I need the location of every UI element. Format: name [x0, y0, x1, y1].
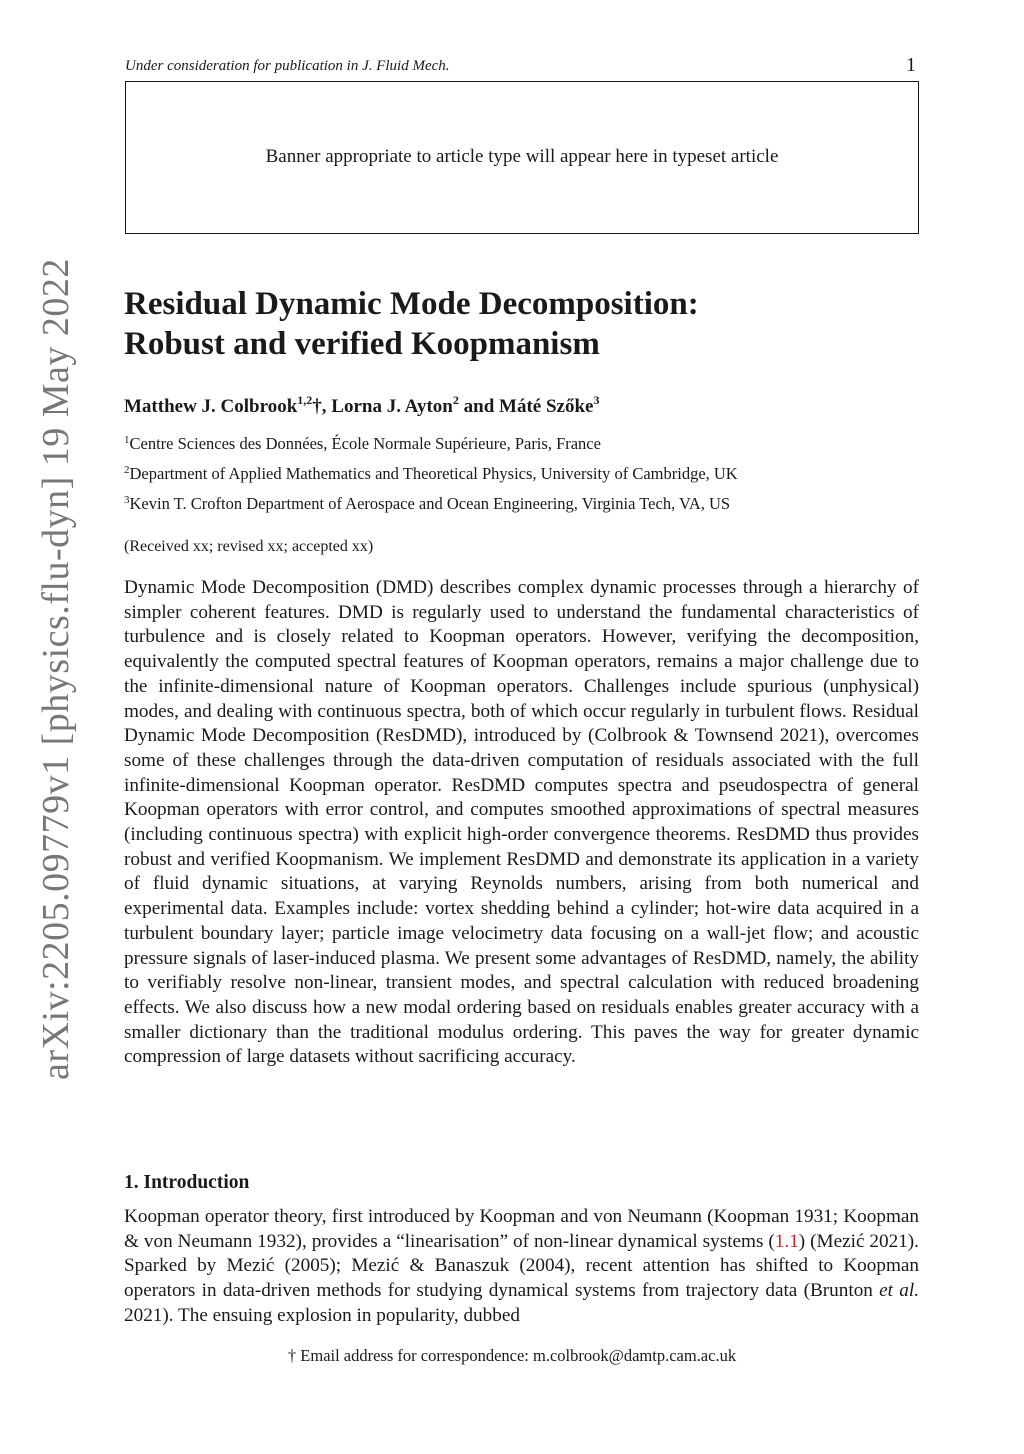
author-name: Máté Szőke: [499, 396, 594, 417]
page-number: 1: [906, 54, 916, 76]
author-name: Matthew J. Colbrook: [124, 396, 298, 417]
paper-title: [124, 284, 699, 364]
arxiv-identifier-stamp: arXiv:2205.09779v1 [physics.flu-dyn] 19 May 2022: [35, 258, 77, 1080]
affiliation-mark: 2: [124, 464, 130, 476]
equation-reference-link[interactable]: 1.1: [774, 1230, 799, 1252]
affiliation-mark: 3: [124, 494, 130, 506]
affiliation-text: Kevin T. Crofton Department of Aerospace and Ocean Engineering, Virginia Tech, VA, US: [129, 494, 731, 513]
author-separator: †,: [312, 396, 332, 417]
section-heading-introduction: 1. Introduction: [124, 1172, 250, 1193]
intro-text: ) (Mezić 2021). Sparked by Mezić (2005); Mezić & Banaszuk (2004), recent attention has shifted to Koopman operators in data-driven methods for studying dynamical systems from trajectory data (Brunton: [124, 1230, 919, 1302]
banner-text: Banner appropriate to article type will appear here in typeset article: [265, 146, 779, 167]
author-separator: and: [458, 396, 500, 417]
author-affiliation-mark: 2: [452, 393, 459, 407]
author-list: [124, 393, 600, 418]
affiliation: [124, 494, 730, 514]
intro-text: Koopman operator theory, first introduced by Koopman and von Neumann (Koopman 1931; Koopman & von Neumann 1932), provides a “linearisation” of non-linear dynamical systems (: [124, 1206, 919, 1252]
title-line-2: Robust and verified Koopmanism: [124, 326, 600, 362]
affiliation-mark: 1: [124, 434, 130, 446]
received-dates: (Received xx; revised xx; accepted xx): [124, 538, 374, 555]
title-line-1: Residual Dynamic Mode Decomposition:: [124, 286, 699, 322]
correspondence-footnote: † Email address for correspondence: m.colbrook@damtp.cam.ac.uk: [287, 1346, 737, 1365]
author-affiliation-mark: 3: [593, 393, 600, 407]
author-name: Lorna J. Ayton: [331, 396, 453, 417]
intro-text: 2021). The ensuing explosion in popularity, dubbed: [124, 1304, 520, 1326]
introduction-paragraph: [124, 1205, 919, 1329]
affiliation-text: Department of Applied Mathematics and Theoretical Physics, University of Cambridge, UK: [129, 464, 738, 483]
affiliation: [124, 464, 738, 484]
author-affiliation-mark: 1,2: [297, 393, 313, 407]
intro-text-italic: et al.: [879, 1280, 919, 1302]
affiliation: [124, 434, 601, 454]
affiliation-text: Centre Sciences des Données, École Normale Supérieure, Paris, France: [129, 434, 601, 453]
article-banner-placeholder: [125, 81, 919, 234]
journal-note: Under consideration for publication in J. Fluid Mech.: [125, 58, 450, 74]
abstract: Dynamic Mode Decomposition (DMD) describes complex dynamic processes through a hierarchy of simpler coherent features. DMD is regularly used to understand the fundamental characteristics of turbulence and is closely related to Koopman operators. However, verifying the decomposition, equivalently the computed spectral features of Koopman operators, remains a major challenge due to the infinite-dimensional nature of Koopman operators. Challenges include spurious (unphysical) modes, and dealing with continuous spectra, both of which occur regularly in turbulent flows. Residual Dynamic Mode Decomposition (ResDMD), introduced by (Colbrook & Townsend 2021), overcomes some of these challenges through the data-driven computation of residuals associated with the full infinite-dimensional Koopman operator. ResDMD computes spectra and pseudospectra of general Koopman operators with error control, and computes smoothed approximations of spectral measures (including continuous spectra) with explicit high-order convergence theorems. ResDMD thus provides robust and verified Koopmanism. We implement ResDMD and demonstrate its application in a variety of fluid dynamic situations, at varying Reynolds numbers, arising from both numerical and experimental data. Examples include: vortex shedding behind a cylinder; hot-wire data acquired in a turbulent boundary layer; particle image velocimetry data focusing on a wall-jet flow; and acoustic pressure signals of laser-induced plasma. We present some advantages of ResDMD, namely, the ability to verifiably resolve non-linear, transient modes, and spectral calculation with reduced broadening effects. We also discuss how a new modal ordering based on residuals enables greater accuracy with a smaller dictionary than the traditional modulus ordering. This paves the way for greater dynamic compression of large datasets without sacrificing accuracy.: [124, 577, 919, 1068]
